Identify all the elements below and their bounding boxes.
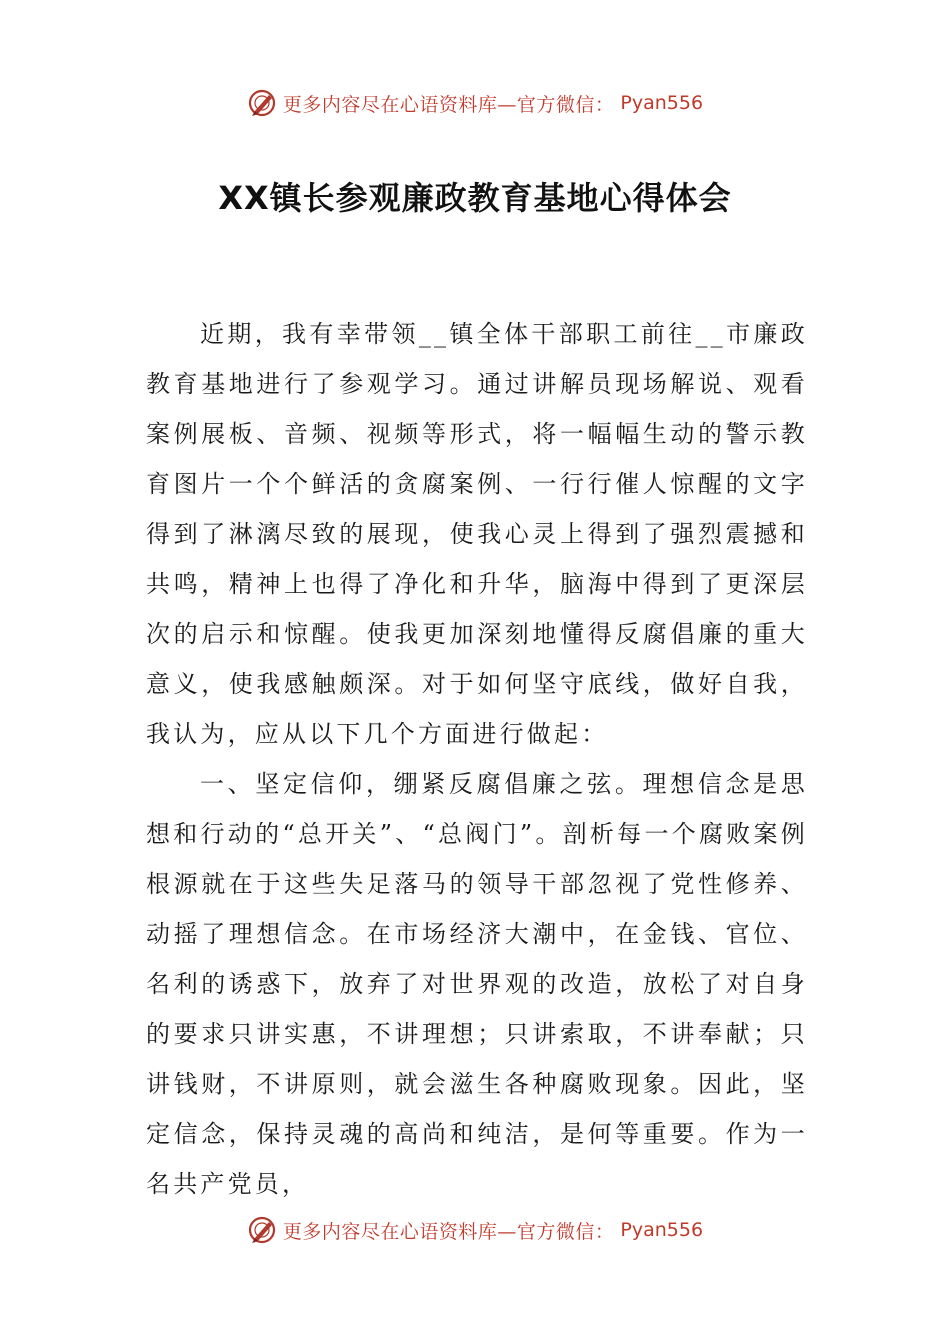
watermark-text: 更多内容尽在心语资料库—官方微信： [282, 93, 615, 116]
header-watermark [0, 86, 950, 120]
paragraph-point-one: 一、坚定信仰，绷紧反腐倡廉之弦。理想信念是思想和行动的“总开关”、“总阀门”。剖析每一个腐败案例根源就在于这些失足落马的领导干部忽视了党性修养、动摇了理想信念。在市场经济大潮中，在金钱、官位、名利的诱惑下，放弃了对世界观的改造，放松了对自身的要求只讲实惠，不讲理想；只讲索取，不讲奉献；只讲钱财，不讲原则，就会滋生各种腐败现象。因此，坚定信念，保持灵魂的高尚和纯洁，是何等重要。作为一名共产党员， [146, 770, 808, 1198]
watermark-text: 更多内容尽在心语资料库—官方微信： [282, 1220, 615, 1243]
footer-watermark [0, 1213, 950, 1247]
document-body [146, 309, 808, 1209]
watermark-wechat-id: Pyan556 [620, 1219, 704, 1241]
document-title: XX镇长参观廉政教育基地心得体会 [218, 179, 732, 217]
pen-nib-logo-icon [247, 88, 277, 118]
watermark-wechat-id: Pyan556 [620, 92, 704, 114]
paragraph-intro: 近期，我有幸带领__镇全体干部职工前往__市廉政教育基地进行了参观学习。通过讲解员现场解说、观看案例展板、音频、视频等形式，将一幅幅生动的警示教育图片一个个鲜活的贪腐案例、一行行催人惊醒的文字得到了淋漓尽致的展现，使我心灵上得到了强烈震撼和共鸣，精神上也得了净化和升华，脑海中得到了更深层次的启示和惊醒。使我更加深刻地懂得反腐倡廉的重大意义，使我感触颇深。对于如何坚守底线，做好自我，我认为，应从以下几个方面进行做起： [146, 320, 808, 748]
pen-nib-logo-icon [247, 1215, 277, 1245]
